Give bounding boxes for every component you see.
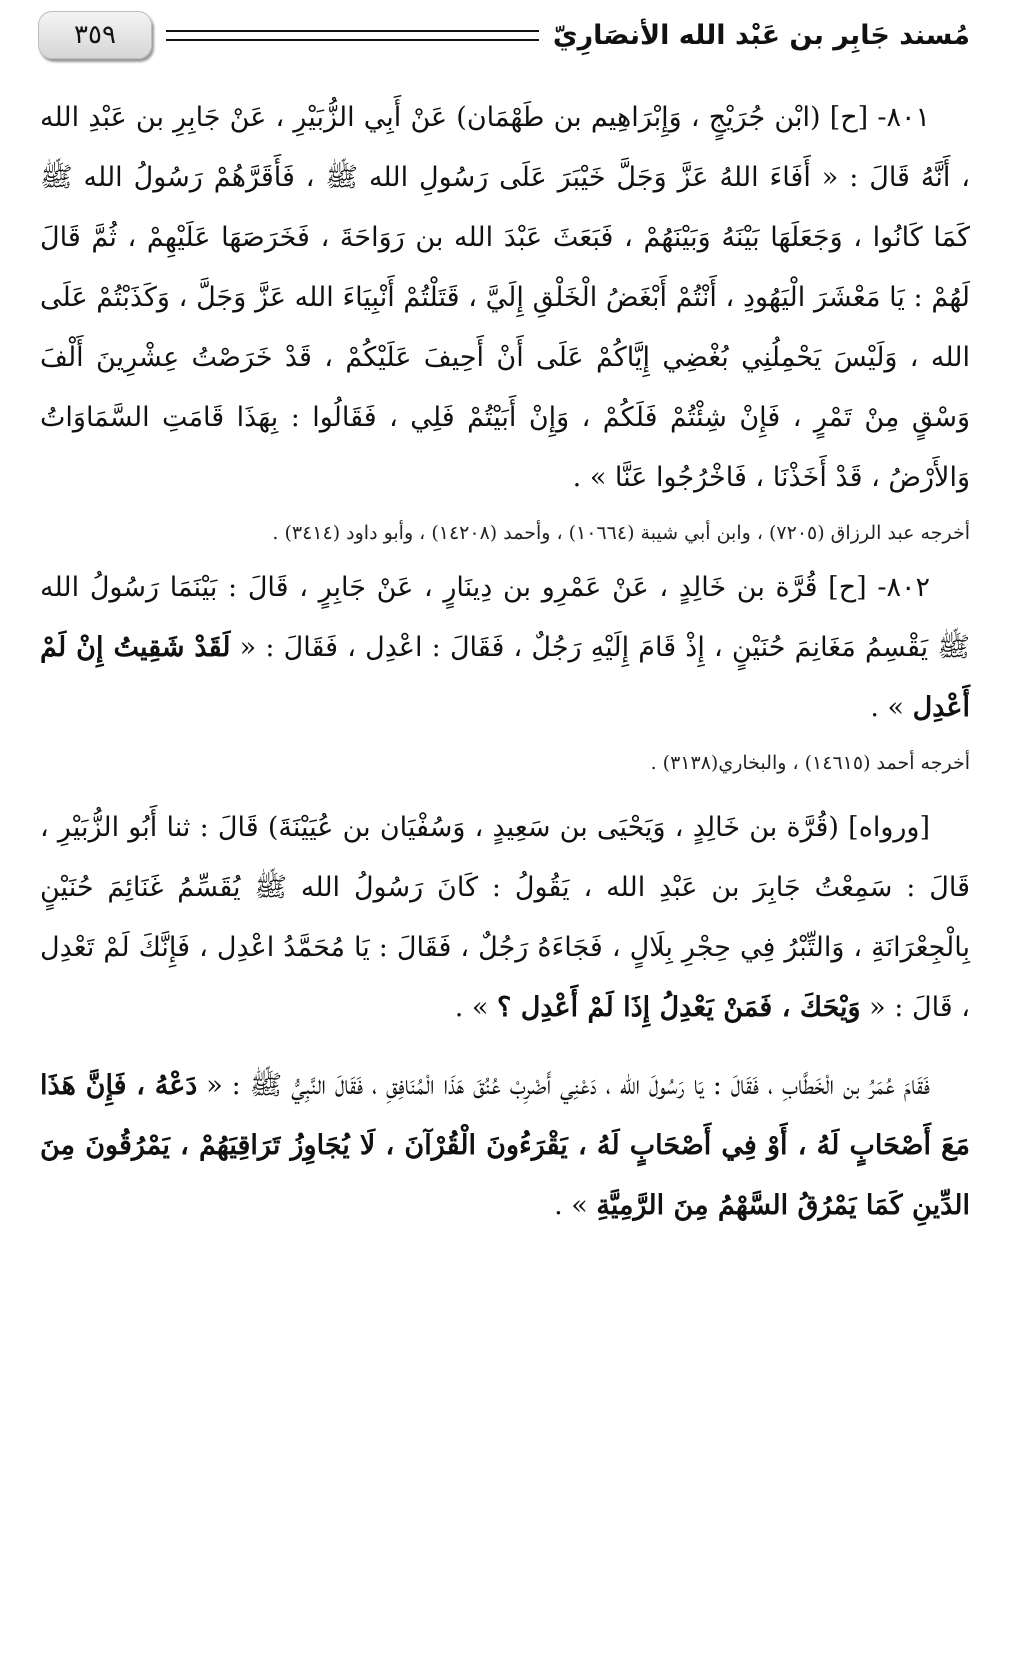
header-rule [166,30,539,41]
hadith-802-end: » . [870,692,904,723]
umar-text [40,1056,970,1236]
hadith-802-takhrij: أخرجه أحمد (١٤٦١٥) ، والبخاري(٣١٣٨) . [650,752,970,774]
umar-plain: فَقَامَ عُمَرُ بن الْخَطَّابِ ، فَقَالَ : يَا رَسُولَ الله ، دَعْنِي أَضْرِبْ عُنُقَ هَذَا الْمُنَافِقِ ، فَقَالَ النَّبِيُّ ﷺ : « [206,1070,930,1101]
riwaya-quote: وَيْحَكَ ، فَمَنْ يَعْدِلُ إِذَا لَمْ أَعْدِل ؟ [496,992,861,1023]
hadith-801-text: ٨٠١- [ح] (ابْن جُرَيْجٍ ، وَإِبْرَاهِيم بن طَهْمَان) عَنْ أَبِي الزُّبَيْرِ ، عَنْ جَابِرِ بن عَبْدِ الله ، أَنَّهُ قَالَ : « أَفَاءَ اللهُ عَزَّ وَجَلَّ خَيْبَرَ عَلَى رَسُولِ الله ﷺ ، فَأَقَرَّهُمْ رَسُولُ الله ﷺ كَمَا كَانُوا ، وَجَعَلَهَا بَيْنَهُ وَبَيْنَهُمْ ، فَبَعَثَ عَبْدَ الله بن رَوَاحَةَ ، فَخَرَصَهَا عَلَيْهِمْ ، ثُمَّ قَالَ لَهُمْ : يَا مَعْشَرَ الْيَهُودِ ، أَنْتُمْ أَبْغَضُ الْخَلْقِ إِلَيَّ ، قَتَلْتُمْ أَنْبِيَاءَ الله عَزَّ وَجَلَّ ، وَكَذَبْتُمْ عَلَى الله ، وَلَيْسَ يَحْمِلُنِي بُغْضِي إِيَّاكُمْ عَلَى أَنْ أَحِيفَ عَلَيْكُمْ ، قَدْ خَرَصْتُ عِشْرِينَ أَلْفَ وَسْقٍ مِنْ تَمْرٍ ، فَإِنْ شِئْتُمْ فَلَكُمْ ، وَإِنْ أَبَيْتُمْ فَلِي ، فَقَالُوا : بِهَذَا قَامَتِ السَّمَاوَاتُ وَالأَرْضُ ، قَدْ أَخَذْنَا ، فَاخْرُجُوا عَنَّا » . [40,102,970,493]
page-number: ٣٥٩ [38,11,152,59]
page-content [40,88,970,1236]
riwaya-plain: [ورواه] (قُرَّة بن خَالِدٍ ، وَيَحْيَى بن سَعِيدٍ ، وَسُفْيَان بن عُيَيْنَةَ) قَالَ : ثنا أَبُو الزُّبَيْرِ ، قَالَ : سَمِعْتُ جَابِرَ بن عَبْدِ الله ، يَقُولُ : كَانَ رَسُولُ الله ﷺ يُقَسِّمُ غَنَائِمَ حُنَيْنٍ بِالْجِعْرَانَةِ ، وَالتِّبْرُ فِي حِجْرِ بِلَالٍ ، فَجَاءَهُ رَجُلٌ ، فَقَالَ : يَا مُحَمَّدُ اعْدِل ، فَإِنَّكَ لَمْ تَعْدِل ، قَالَ : « [40,812,970,1023]
riwaya-text [40,798,970,1038]
page-header [38,6,970,64]
hadith-802-text [40,558,970,738]
hadith-802-plain: ٨٠٢- [ح] قُرَّة بن خَالِدٍ ، عَنْ عَمْرِو بن دِينَارٍ ، عَنْ جَابِرٍ ، قَالَ : بَيْنَمَا رَسُولُ الله ﷺ يَقْسِمُ مَغَانِمَ حُنَيْنٍ ، إِذْ قَامَ إِلَيْهِ رَجُلٌ ، فَقَالَ : اعْدِل ، فَقَالَ : « [40,572,970,663]
hadith-801-takhrij: أخرجه عبد الرزاق (٧٢٠٥) ، وابن أبي شيبة (١٠٦٦٤) ، وأحمد (١٤٢٠٨) ، وأبو داود (٣٤١٤) . [272,522,970,544]
running-title: مُسند جَابِر بن عَبْد الله الأنصَارِيّ [552,19,970,51]
riwaya-end: » . [454,992,489,1023]
umar-quote: دَعْهُ ، فَإِنَّ هَذَا مَعَ أَصْحَابٍ لَهُ ، أَوْ فِي أَصْحَابٍ لَهُ ، يَقْرَءُونَ الْقُرْآنَ ، لَا يُجَاوِزُ تَرَاقِيَهُمْ ، يَمْرُقُونَ مِنَ الدِّينِ كَمَا يَمْرُقُ السَّهْمُ مِنَ الرَّمِيَّةِ [40,1070,970,1221]
hadith-802-quote: لَقَدْ شَقِيتُ إِنْ لَمْ أَعْدِل [40,632,970,723]
umar-end: » . [554,1190,588,1221]
